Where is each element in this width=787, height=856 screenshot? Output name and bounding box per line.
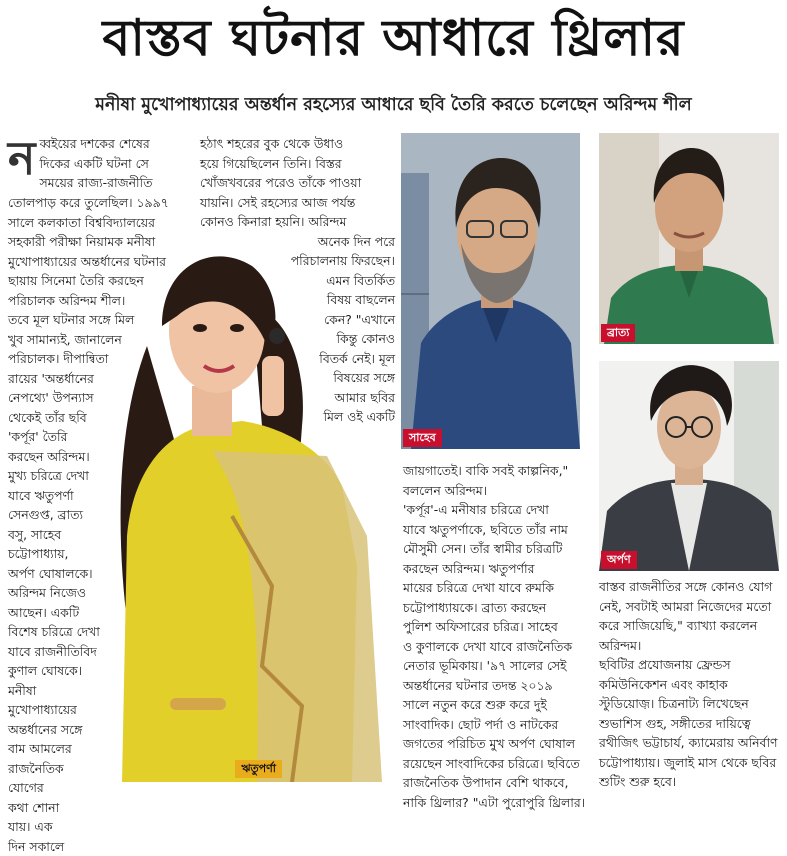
- saheb-illustration: [401, 133, 580, 449]
- photo-bratya: [599, 133, 779, 344]
- text-line: বাস্তব রাজনীতির সঙ্গে কোনও যোগ: [599, 577, 783, 597]
- text-line: বসু, সাহেব: [8, 525, 88, 545]
- text-line: চট্টোপাধ্যায়। জুলাই মাস থেকে ছবির: [599, 753, 783, 773]
- text-line: এমন বিতর্কিত: [200, 271, 395, 291]
- text-line: কোনও কিনারা হয়নি। অরিন্দম: [200, 212, 395, 232]
- text-line: রয়েছেন সাংবাদিকের চরিত্রে। ছবিতে: [403, 754, 593, 774]
- text-line: আমার ছবির: [200, 388, 395, 408]
- text-line: চট্টোপাধ্যায়কে। ব্রাত্য করছেন: [403, 598, 593, 618]
- text-line: ছবিটির প্রযোজনায় ফ্রেন্ডস: [599, 655, 783, 675]
- article-column-3: [403, 461, 593, 812]
- text-line: জগতের পরিচিত মুখ অর্পণ ঘোষাল: [403, 734, 593, 754]
- text-line: রাজনৈতিক উপাদান বেশি থাকবে,: [403, 773, 593, 793]
- text-line: বিষয়ের সঙ্গে: [200, 368, 395, 388]
- text-line: শুটিং শুরু হবে।: [599, 772, 783, 792]
- text-line: আছেন। একটি: [8, 603, 88, 623]
- text-line: রথীজিৎ ভট্টাচার্য, ক্যামেরায় অনির্বাণ: [599, 733, 783, 753]
- text-line: হঠাৎ শহরের বুক থেকে উধাও: [200, 134, 395, 154]
- text-line: নেপথ্যে' উপন্যাস: [8, 388, 88, 408]
- column-1-top-block: [8, 134, 186, 193]
- arpan-illustration: [599, 361, 779, 571]
- text-line: সালে কলকাতা বিশ্ববিদ্যালয়ের: [8, 213, 186, 233]
- text-line: করছেন অরিন্দম। ঋতুপর্ণার: [403, 559, 593, 579]
- text-line: যোগের: [8, 778, 88, 798]
- bratya-illustration: [599, 133, 779, 344]
- text-line: 'কর্পূর' তৈরি: [8, 427, 88, 447]
- text-line: 'কর্পূর'-এ মনীষার চরিত্রে দেখা: [403, 500, 593, 520]
- text-line: পরিচালনায় ফিরছেন।: [200, 251, 395, 271]
- text-line: স্টুডিয়োজ়। চিত্রনাট্য লিখেছেন: [599, 694, 783, 714]
- subheadline: মনীষা মুখোপাধ্যায়ের অন্তর্ধান রহস্যের আধারে ছবি তৈরি করতে চলেছেন অরিন্দম শীল: [0, 92, 787, 121]
- text-line: অরিন্দম নিজেও: [8, 583, 88, 603]
- text-line: খোঁজখবরের পরেও তাঁকে পাওয়া: [200, 173, 395, 193]
- text-line: যাবে রাজনীতিবিদ: [8, 642, 88, 662]
- text-line: কেন? "এখানে: [200, 310, 395, 330]
- text-line: সময়ের রাজ্য-রাজনীতি: [12, 173, 186, 193]
- caption-saheb: সাহেব: [403, 429, 442, 447]
- text-line: মনীষা: [8, 681, 88, 701]
- text-line: মৌসুমী সেন। তাঁর স্বামীর চরিত্রটি: [403, 539, 593, 559]
- article-column-4: [599, 577, 783, 792]
- text-line: মুখোপাধ্যায়ের: [8, 700, 88, 720]
- text-line: বিতর্ক নেই। মূল: [200, 349, 395, 369]
- text-line: মিল ওই একটি: [200, 407, 395, 427]
- text-line: কমিউনিকেশন এবং কাহাক: [599, 675, 783, 695]
- text-line: নেতার ভূমিকায়। '৯৭ সালের সেই: [403, 656, 593, 676]
- text-line: অনেক দিন পরে: [200, 232, 395, 252]
- text-line: অরিন্দম।: [599, 636, 783, 656]
- text-line: যাবে ঋতুপর্ণা: [8, 486, 88, 506]
- text-line: যাবে ঋতুপর্ণাকে, ছবিতে তাঁর নাম: [403, 520, 593, 540]
- text-line: দিন সকালে: [8, 837, 88, 856]
- text-line: থেকেই তাঁর ছবি: [8, 408, 88, 428]
- text-line: নাকি থ্রিলার? "এটা পুরোপুরি থ্রিলার।: [403, 793, 593, 813]
- text-line: সালে নতুন করে শুরু করে দুই: [403, 695, 593, 715]
- text-line: রায়ের 'অন্তর্ধানের: [8, 369, 88, 389]
- text-line: বিশেষ চরিত্রে দেখা: [8, 622, 88, 642]
- text-line: কথা শোনা: [8, 798, 88, 818]
- text-line: সহকারী পরীক্ষা নিয়ামক মনীষা: [8, 232, 186, 252]
- column-3-body: [403, 461, 593, 812]
- text-line: মায়ের চরিত্রে দেখা যাবে রুমকি: [403, 578, 593, 598]
- text-line: তবে মূল ঘটনার সঙ্গে মিল: [8, 310, 88, 330]
- text-line: মুখোপাধ্যায়ের অন্তর্ধানের ঘটনার: [8, 252, 186, 272]
- text-line: খুব সামান্যই, জানালেন: [8, 330, 88, 350]
- text-line: রাজনৈতিক: [8, 759, 88, 779]
- text-line: হয়ে গিয়েছিলেন তিনি। বিস্তর: [200, 154, 395, 174]
- text-line: তোলপাড় করে তুলেছিল। ১৯৯৭: [8, 193, 186, 213]
- text-line: ছায়ায় সিনেমা তৈরি করছেন: [8, 271, 186, 291]
- drop-cap: ন: [8, 138, 35, 178]
- text-line: পুলিশ অফিসারের চরিত্র। সাহেব: [403, 617, 593, 637]
- text-line: চট্টোপাধ্যায়,: [8, 544, 88, 564]
- photo-saheb: [401, 133, 580, 449]
- text-line: বললেন অরিন্দম।: [403, 481, 593, 501]
- text-line: জায়গাতেই। বাকি সবই কাল্পনিক,": [403, 461, 593, 481]
- column-4-body: [599, 577, 783, 792]
- text-line: অর্পণ ঘোষালকে।: [8, 564, 88, 584]
- photo-arpan: [599, 361, 779, 571]
- caption-arpan: অর্পণ: [601, 551, 637, 569]
- text-line: কুণাল ঘোষকে।: [8, 661, 88, 681]
- text-line: সেনগুপ্ত, ব্রাত্য: [8, 505, 88, 525]
- text-line: পরিচালক। দীপান্বিতা: [8, 349, 88, 369]
- text-line: দিকের একটি ঘটনা সে: [12, 154, 186, 174]
- text-line: অন্তর্ধানের ঘটনার তদন্ত ২০১৯: [403, 676, 593, 696]
- text-line: অন্তর্ধানের সঙ্গে: [8, 720, 88, 740]
- caption-bratya: ব্রাত্য: [601, 324, 635, 342]
- text-line: কিন্তু কোনও: [200, 329, 395, 349]
- headline: বাস্তব ঘটনার আধারে থ্রিলার: [0, 6, 787, 70]
- text-line: যায়। এক: [8, 817, 88, 837]
- caption-rituparna: ঋতুপর্ণা: [235, 760, 282, 778]
- text-line: বাম আমলের: [8, 739, 88, 759]
- text-line: মুখ্য চরিত্রে দেখা: [8, 466, 88, 486]
- text-line: পরিচালক অরিন্দম শীল।: [8, 291, 186, 311]
- text-line: শুভাশিস গুহ, সঙ্গীতের দায়িত্বে: [599, 714, 783, 734]
- article-column-2: [200, 134, 395, 427]
- text-line: করছেন অরিন্দম।: [8, 447, 88, 467]
- text-line: ব্বইয়ের দশকের শেষের: [12, 134, 186, 154]
- text-line: যায়নি। সেই রহস্যের আজ পর্যন্ত: [200, 193, 395, 213]
- text-line: নেই, সবটাই আমরা নিজেদের মতো: [599, 597, 783, 617]
- text-line: সাংবাদিক। ছোট পর্দা ও নাটকের: [403, 715, 593, 735]
- column-2-body: [200, 134, 395, 427]
- text-line: বিষয় বাছলেন: [200, 290, 395, 310]
- text-line: করে সাজিয়েছি," ব্যাখ্যা করলেন: [599, 616, 783, 636]
- text-line: ও কুণালকে দেখা যাবে রাজনৈতিক: [403, 637, 593, 657]
